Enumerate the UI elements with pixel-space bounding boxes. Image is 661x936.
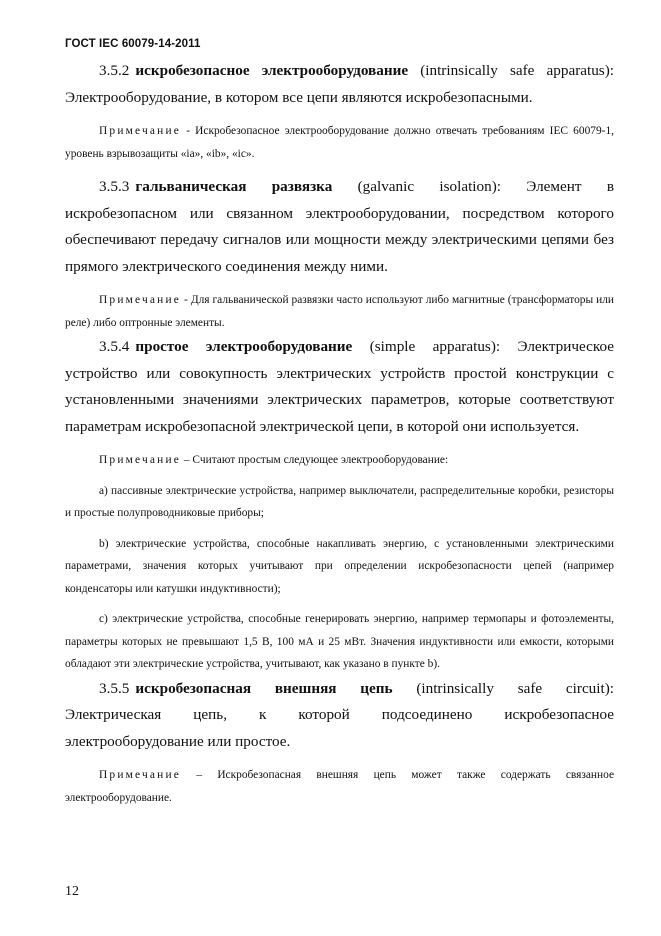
definition-text: (intrinsically safe apparatus): Электрооборудование, в котором все цепи являются искробезопасными. [65, 62, 614, 106]
term: простое электрооборудование [135, 338, 353, 355]
note-3-5-5 [65, 764, 614, 809]
note-list-item-b: b) электрические устройства, способные накапливать энергию, с установленными электрическими параметрами, значения которых учитывают при определении искробезопасности цепей (например конденсаторы или катушки индуктивности); [65, 537, 614, 595]
definition-3-5-3 [65, 174, 614, 280]
document-body [65, 58, 614, 809]
definition-text: (intrinsically safe circuit): Электрическая цепь, к которой подсоединено искробезопасное электрооборудование или простое. [65, 679, 614, 750]
term: искробезопасное электрооборудование [135, 62, 409, 79]
definition-3-5-5 [65, 676, 614, 756]
note-text: – Искробезопасная внешняя цепь может также содержать связанное электрооборудование. [65, 769, 614, 804]
definition-3-5-4 [65, 334, 614, 440]
clause-number: 3.5.5 [99, 679, 130, 697]
clause-number: 3.5.3 [99, 178, 130, 195]
note-label: Примечание [99, 294, 182, 306]
document-header: ГОСТ IEC 60079-14-2011 [65, 38, 201, 50]
term: гальваническая развязка [135, 178, 333, 195]
note-3-5-4 [65, 449, 614, 472]
note-list-item-a: a) пассивные электрические устройства, например выключатели, распределительные коробки, резисторы и простые полупроводниковые приборы; [65, 484, 614, 519]
clause-number: 3.5.4 [99, 338, 130, 355]
note-text: – Считают простым следующее электрооборудование: [181, 454, 449, 466]
note-3-5-3 [65, 289, 614, 334]
term: искробезопасная внешняя цепь [135, 679, 393, 697]
definition-3-5-2 [65, 58, 614, 111]
note-label: Примечание [99, 454, 182, 466]
page-number: 12 [65, 884, 79, 899]
note-3-5-2 [65, 120, 614, 165]
note-text: - Искробезопасное электрооборудование должно отвечать требованиям IEC 60079-1, уровень взрывозащиты «ia», «ib», «ic». [65, 125, 614, 160]
note-label: Примечание [99, 125, 182, 137]
note-list-item-c: c) электрические устройства, способные генерировать энергию, например термопары и фотоэлементы, параметры которых не превышают 1,5 В, 100 мА и 25 мВт. Значения индуктивности или емкости, которыми обладают эти электрические устройства, учитывают, как указано в пункте b). [65, 613, 614, 670]
definition-text: (simple apparatus): Электрическое устройство или совокупность электрических устройств простой конструкции с установленными значениями электрических параметров, которые соответствуют параметрам искробезопасной электрической цепи, в которой они используется. [65, 338, 614, 435]
note-text: - Для гальванической развязки часто используют либо магнитные (трансформаторы или реле) либо оптронные элементы. [65, 294, 614, 329]
note-label: Примечание [99, 769, 182, 781]
definition-text: (galvanic isolation): Элемент в искробезопасном или связанном электрооборудовании, посредством которого обеспечивают передачу сигналов или мощности между электрическими цепями без прямого электрического соединения между ними. [65, 178, 614, 275]
clause-number: 3.5.2 [99, 62, 130, 79]
